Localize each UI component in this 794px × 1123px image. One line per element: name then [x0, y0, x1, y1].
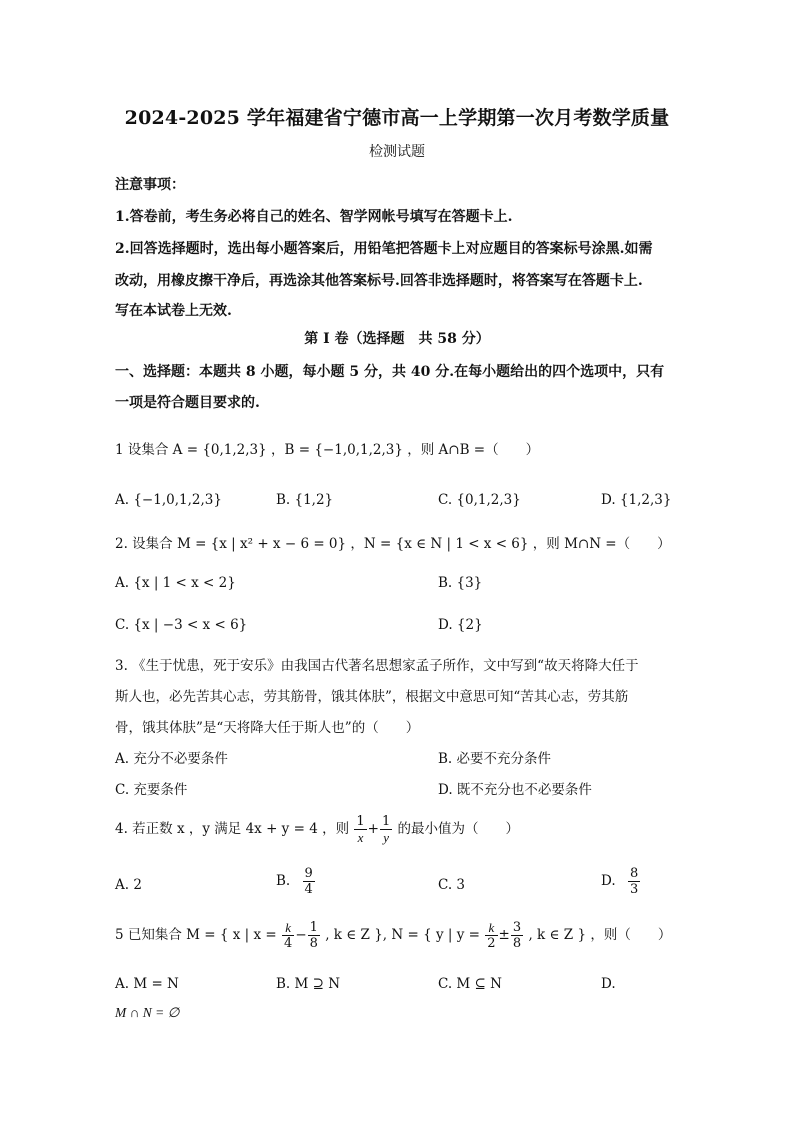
question-3-line-3: 骨，饿其体肤”是“天将降大任于斯人也”的（ ）	[115, 720, 420, 736]
question-4-option-b	[276, 866, 316, 897]
fraction-denominator: x	[357, 830, 364, 845]
fraction-denominator: 4	[284, 936, 293, 951]
question-5-stem-pre: 5 已知集合 M = { x | x =	[115, 927, 277, 943]
fraction-k-over-4	[282, 920, 294, 951]
question-4-stem-post: 的最小值为（ ）	[397, 821, 520, 837]
question-1-option-a: A. {−1,0,1,2,3}	[115, 492, 222, 508]
question-4-option-c: C. 3	[438, 877, 466, 893]
question-2-option-a: A. {x | 1 < x < 2}	[115, 575, 236, 591]
question-5-option-d: D.	[601, 976, 616, 992]
option-d-fraction	[628, 866, 640, 897]
notes-heading: 注意事项：	[115, 177, 185, 193]
part1-instructions-line-2: 一项是符合题目要求的.	[115, 395, 260, 411]
fraction-numerator: 1	[309, 920, 318, 935]
fraction-numerator: k	[485, 920, 497, 936]
note-item-2-line-1: 2.回答选择题时，选出每小题答案后，用铅笔把答题卡上对应题目的答案标号涂黑.如需	[115, 241, 653, 257]
fraction-denominator: 2	[487, 936, 496, 951]
exam-title: 2024-2025 学年福建省宁德市高一上学期第一次月考数学质量	[124, 107, 670, 129]
section-title: 第 I 卷（选择题 共 58 分）	[304, 331, 490, 347]
question-3-option-d: D. 既不充分也不必要条件	[438, 782, 592, 798]
fraction-numerator: 1	[356, 814, 365, 829]
part1-instructions-line-1: 一、选择题：本题共 8 小题，每小题 5 分，共 40 分.在每小题给出的四个选项中，只有	[115, 364, 665, 380]
minus-sign: −	[295, 927, 307, 943]
question-4-fraction-1	[354, 814, 366, 845]
question-4-stem-pre: 4. 若正数 x ，y 满足 4x + y = 4 ，则	[115, 821, 350, 837]
question-1-option-d: D. {1,2,3}	[601, 492, 672, 508]
option-label: B.	[276, 873, 291, 889]
fraction-denominator: 8	[309, 936, 318, 951]
question-3-line-1: 3. 《生于忧患，死于安乐》由我国古代著名思想家孟子所作，文中写到“故天将降大任于	[115, 658, 639, 674]
fraction-denominator: 8	[512, 936, 522, 951]
question-4-stem: 4. 若正数 x ，y 满足 4x + y = 4 ，则 $\frac{1}{x}$ + $\frac{1}{y}$ 的最小值为（ ）	[115, 814, 520, 845]
question-5-stem-post: , k ∈ Z } ，则（ ）	[528, 927, 672, 943]
note-item-2-line-3: 写在本试卷上无效.	[115, 303, 232, 319]
exam-subtitle: 检测试题	[369, 144, 425, 160]
option-b-fraction	[303, 866, 315, 897]
question-5-stem	[115, 920, 671, 951]
question-3-option-a: A. 充分不必要条件	[115, 751, 228, 767]
note-item-1: 1.答卷前，考生务必将自己的姓名、智学网帐号填写在答题卡上.	[115, 209, 513, 225]
question-2-stem: 2. 设集合 M = {x | x² + x − 6 = 0} ，N = {x ∈ N | 1 < x < 6} ，则 M∩N =（ ）	[115, 536, 671, 552]
question-2-option-b: B. {3}	[438, 575, 483, 591]
question-5-option-a: A. M = N	[115, 976, 179, 992]
question-5-stem-mid: , k ∈ Z }, N = { y | y =	[325, 927, 480, 943]
question-4-fraction-2	[380, 814, 392, 845]
fraction-numerator: 1	[381, 814, 391, 829]
fraction-3-over-8	[511, 920, 523, 951]
fraction-k-over-2	[485, 920, 497, 951]
question-5-option-b: B. M ⊇ N	[276, 976, 341, 992]
question-5-option-d-content: M ∩ N = ∅	[115, 1005, 180, 1020]
question-3-option-b: B. 必要不充分条件	[438, 751, 552, 767]
question-1-option-c: C. {0,1,2,3}	[438, 492, 521, 508]
question-4-option-d	[601, 866, 641, 897]
question-1-option-b: B. {1,2}	[276, 492, 334, 508]
question-2-option-c: C. {x | −3 < x < 6}	[115, 617, 248, 633]
fraction-denominator: 3	[629, 882, 639, 897]
question-1-stem: 1 设集合 A = {0,1,2,3} ，B = {−1,0,1,2,3} ，则 A∩B =（ ）	[115, 442, 540, 458]
option-label: D.	[601, 873, 616, 889]
fraction-denominator: 4	[304, 882, 313, 897]
question-5-option-c: C. M ⊆ N	[438, 976, 502, 992]
fraction-denominator: y	[383, 830, 389, 845]
fraction-numerator: 9	[304, 866, 313, 881]
question-4-option-a: A. 2	[115, 877, 142, 893]
fraction-numerator: 8	[629, 866, 639, 881]
note-item-2-line-2: 改动，用橡皮擦干净后，再选涂其他答案标号.回答非选择题时，将答案写在答题卡上.	[115, 273, 643, 289]
fraction-1-over-8	[308, 920, 320, 951]
fraction-numerator: 3	[512, 920, 522, 935]
question-2-option-d: D. {2}	[438, 617, 483, 633]
question-3-line-2: 斯人也，必先苦其心志，劳其筋骨，饿其体肤”，根据文中意思可知“苦其心志，劳其筋	[115, 689, 629, 705]
fraction-numerator: k	[282, 920, 294, 936]
question-3-option-c: C. 充要条件	[115, 782, 188, 798]
plus-minus-sign: ±	[498, 927, 510, 943]
